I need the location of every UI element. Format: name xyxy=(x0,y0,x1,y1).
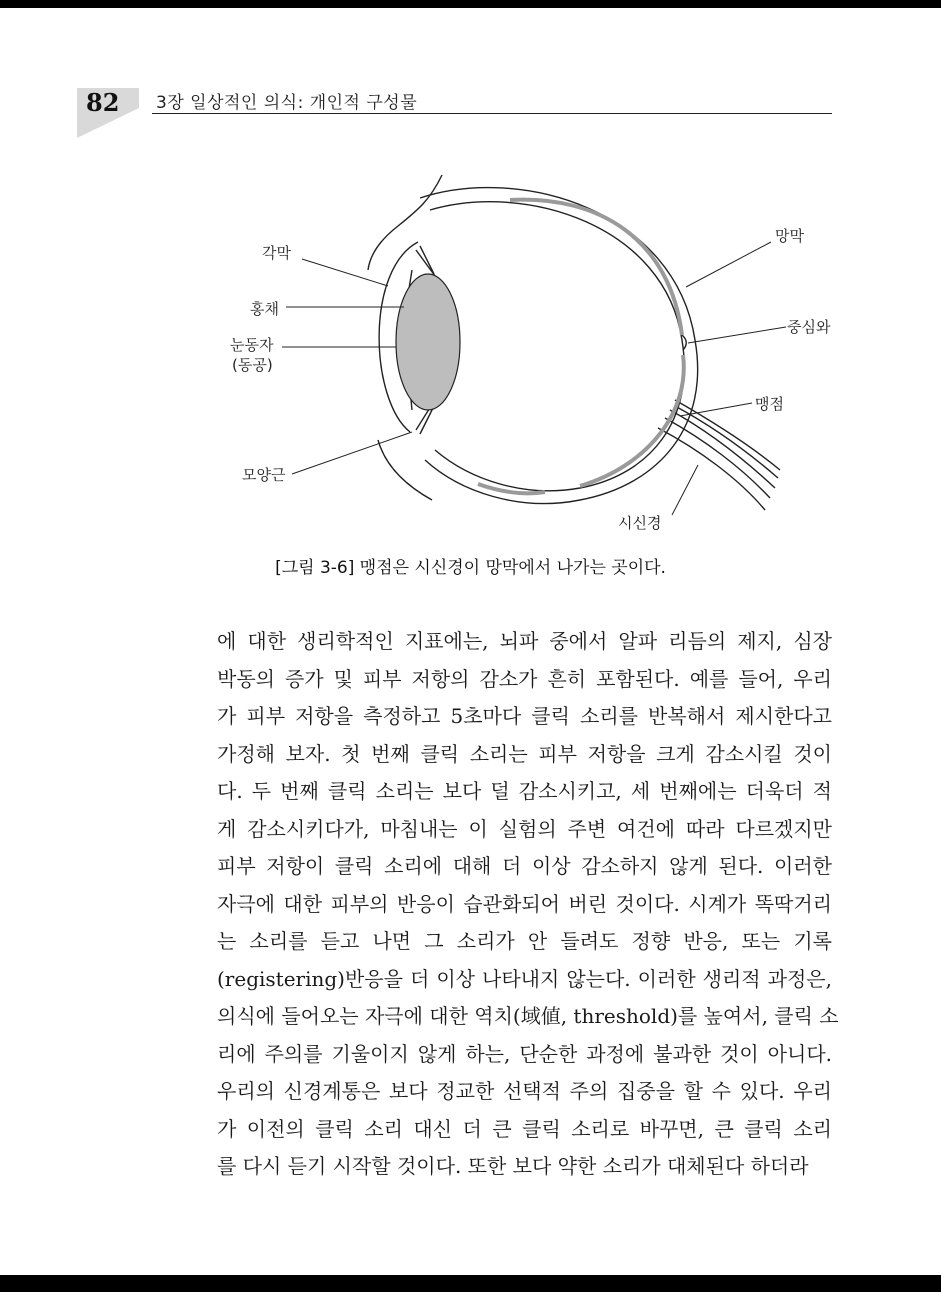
body-line: 가 피부 저항을 측정하고 5초마다 클릭 소리를 반복해서 제시한다고 xyxy=(217,704,832,728)
body-line: 가 이전의 클릭 소리 대신 더 큰 클릭 소리로 바꾸면, 큰 클릭 소리 xyxy=(217,1116,832,1141)
label-cornea: 각막 xyxy=(262,244,291,262)
bottom-border xyxy=(0,1275,941,1292)
label-optic-nerve: 시신경 xyxy=(618,514,662,532)
body-paragraph xyxy=(217,623,839,1186)
eye-anatomy-illustration xyxy=(220,170,840,540)
body-line: 자극에 대한 피부의 반응이 습관화되어 버린 것이다. 시계가 똑딱거리 xyxy=(217,891,832,916)
body-line: 피부 저항이 클릭 소리에 대해 더 이상 감소하지 않게 된다. 이러한 xyxy=(217,854,832,878)
label-blind-spot: 맹점 xyxy=(755,395,784,413)
body-line: 우리의 신경계통은 보다 정교한 선택적 주의 집중을 할 수 있다. 우리 xyxy=(217,1079,832,1103)
eye-diagram xyxy=(220,170,840,540)
header-rule xyxy=(152,113,832,114)
body-line: 의식에 들어오는 자극에 대한 역치(域値, threshold)를 높여서, 클릭 소 xyxy=(217,1004,839,1028)
label-iris: 홍채 xyxy=(250,300,279,318)
top-border xyxy=(0,0,941,8)
body-line: 가정해 보자. 첫 번째 클릭 소리는 피부 저항을 크게 감소시킬 것이 xyxy=(217,741,832,766)
page-number: 82 xyxy=(86,88,120,117)
body-line: 는 소리를 듣고 나면 그 소리가 안 들려도 정향 반응, 또는 기록 xyxy=(217,929,832,953)
label-fovea: 중심와 xyxy=(787,318,831,336)
label-retina: 망막 xyxy=(775,227,804,245)
body-line: 박동의 증가 및 피부 저항의 감소가 흔히 포함된다. 예를 들어, 우리 xyxy=(217,666,832,691)
body-line: 게 감소시키다가, 마침내는 이 실험의 주변 여건에 따라 다르겠지만 xyxy=(217,816,832,841)
body-line: 다. 두 번째 클릭 소리는 보다 덜 감소시키고, 세 번째에는 더욱더 적 xyxy=(217,779,832,803)
running-title: 3장 일상적인 의식: 개인적 구성물 xyxy=(156,93,418,113)
label-ciliary-muscle: 모양근 xyxy=(242,466,286,484)
label-pupil-line1: 눈동자 xyxy=(230,336,274,354)
figure-caption: [그림 3-6] 맹점은 시신경이 망막에서 나가는 곳이다. xyxy=(275,558,666,578)
body-line: 리에 주의를 기울이지 않게 하는, 단순한 과정에 불과한 것이 아니다. xyxy=(217,1041,832,1066)
body-line: 에 대한 생리학적인 지표에는, 뇌파 중에서 알파 리듬의 제지, 심장 xyxy=(217,629,832,653)
label-pupil-line2: (동공) xyxy=(232,356,273,374)
body-line: (registering)반응을 더 이상 나타내지 않는다. 이러한 생리적 과정은, xyxy=(217,966,832,991)
body-line: 를 다시 듣기 시작할 것이다. 또한 보다 약한 소리가 대체된다 하더라 xyxy=(217,1154,809,1178)
